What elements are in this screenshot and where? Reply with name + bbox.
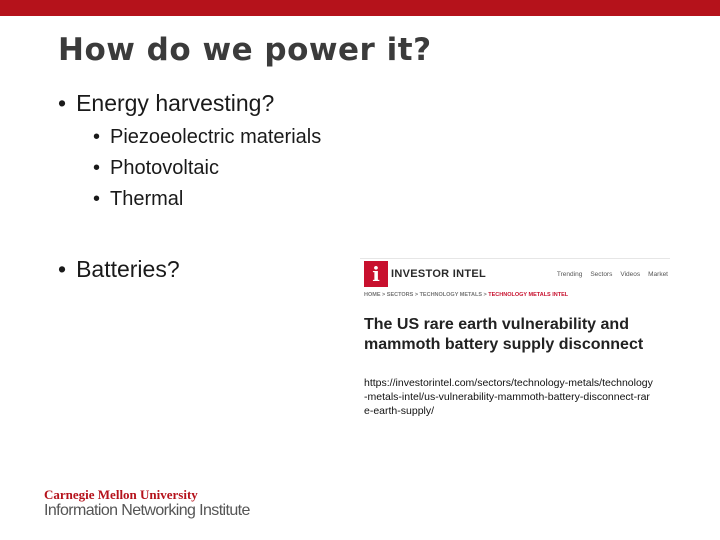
bullet-batteries [58,256,180,283]
sub-bullet-text: Piezoeolectric materials [110,126,322,148]
sub-bullet-text: Thermal [110,188,184,210]
sub-bullet-text: Photovoltaic [110,157,219,179]
breadcrumb [364,292,568,298]
top-accent-bar [0,0,720,16]
bullet-energy-harvesting [58,90,274,117]
source-url[interactable]: https://investorintel.com/sectors/technology-metals/technology-metals-intel/us-vulnerability-mammoth-battery-disconnect-rare-earth-supply/ [364,377,653,417]
bullet-text: Batteries? [76,256,180,282]
breadcrumb-technology-metals[interactable]: TECHNOLOGY METALS [419,292,482,298]
breadcrumb-home[interactable]: HOME [364,292,381,298]
nav-item-market[interactable]: Market [648,271,668,278]
breadcrumb-separator: > [414,292,419,298]
article-screenshot [360,258,670,359]
bullet-dot-icon: • [58,90,67,116]
site-nav [557,271,668,278]
bullet-dot-icon: • [93,126,101,148]
investorintel-logo-icon: i [364,261,388,287]
article-headline: The US rare earth vulnerability and mammoth battery supply disconnect [364,316,644,353]
breadcrumb-sectors[interactable]: SECTORS [386,292,414,298]
nav-item-sectors[interactable]: Sectors [590,271,613,278]
breadcrumb-separator: > [483,292,487,298]
breadcrumb-separator: > [382,292,386,298]
sub-bullet-photovoltaic [93,157,219,180]
site-brand: INVESTOR INTEL [391,268,487,280]
breadcrumb-technology-metals-intel[interactable]: TECHNOLOGY METALS INTEL [488,292,569,298]
nav-item-trending[interactable]: Trending [556,271,583,278]
nav-item-videos[interactable]: Videos [620,271,641,278]
bullet-dot-icon: • [93,157,101,179]
bullet-dot-icon: • [93,188,101,210]
sub-bullet-piezo [93,126,321,149]
cmu-logo: Carnegie Mellon University [44,487,198,502]
sub-bullet-thermal [93,188,183,211]
slide-title: How do we power it? [58,32,432,68]
ini-logo: Information Networking Institute [44,502,250,519]
bullet-dot-icon: • [58,256,67,282]
bullet-text: Energy harvesting? [76,90,275,116]
